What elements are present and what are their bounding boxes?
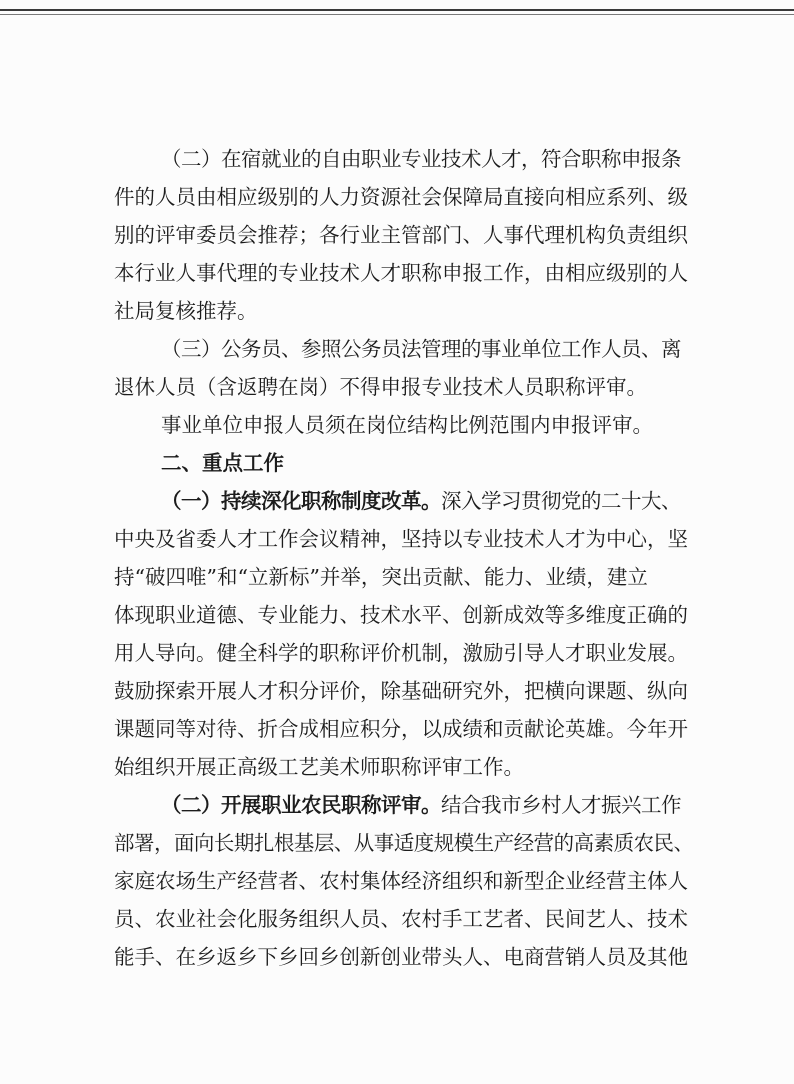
paragraph-line: （二）在宿就业的自由职业专业技术人才，符合职称申报条: [161, 147, 681, 171]
paragraph-line: 鼓励探索开展人才积分评价，除基础研究外，把横向课题、纵向: [114, 679, 688, 703]
paragraph-line: 中央及省委人才工作会议精神，坚持以专业技术人才为中心，坚: [114, 527, 688, 551]
paragraph-line: 退休人员（含返聘在岗）不得申报专业技术人员职称评审。: [114, 375, 647, 399]
header-rule-thin: [0, 14, 794, 15]
paragraph-line: 始组织开展正高级工艺美术师职称评审工作。: [114, 755, 524, 779]
paragraph-line: （三）公务员、参照公务员法管理的事业单位工作人员、离: [161, 337, 681, 361]
subsection-heading: （一）持续深化职称制度改革。: [161, 489, 441, 513]
section-heading: 二、重点工作: [161, 451, 284, 475]
paragraph-line: 能手、在乡返乡下乡回乡创新创业带头人、电商营销人员及其他: [114, 945, 688, 969]
paragraph-line: 件的人员由相应级别的人力资源社会保障局直接向相应系列、级: [114, 185, 688, 209]
paragraph-line: （二）开展职业农民职称评审。结合我市乡村人才振兴工作: [161, 793, 681, 817]
paragraph-line: 本行业人事代理的专业技术人才职称申报工作，由相应级别的人: [114, 261, 688, 285]
paragraph-line: 员、农业社会化服务组织人员、农村手工艺者、民间艺人、技术: [114, 907, 688, 931]
paragraph-line: 社局复核推荐。: [114, 299, 258, 323]
header-rule-thick: [0, 9, 794, 11]
paragraph-line: 用人导向。健全科学的职称评价机制，激励引导人才职业发展。: [114, 641, 688, 665]
subsection-heading: （二）开展职业农民职称评审。: [161, 793, 441, 817]
paragraph-line: 课题同等对待、折合成相应积分，以成绩和贡献论英雄。今年开: [114, 717, 688, 741]
paragraph-line: 事业单位申报人员须在岗位结构比例范围内申报评审。: [161, 413, 653, 437]
paragraph-line: 部署，面向长期扎根基层、从事适度规模生产经营的高素质农民、: [114, 831, 694, 855]
paragraph-line: 体现职业道德、专业能力、技术水平、创新成效等多维度正确的: [114, 603, 688, 627]
paragraph-line: 持“破四唯”和“立新标”并举，突出贡献、能力、业绩，建立: [114, 565, 648, 589]
paragraph-line: 别的评审委员会推荐；各行业主管部门、人事代理机构负责组织: [114, 223, 688, 247]
paragraph-line: 家庭农场生产经营者、农村集体经济组织和新型企业经营主体人: [114, 869, 688, 893]
paragraph-line: （一）持续深化职称制度改革。深入学习贯彻党的二十大、: [161, 489, 681, 513]
header-rule: [0, 9, 794, 17]
